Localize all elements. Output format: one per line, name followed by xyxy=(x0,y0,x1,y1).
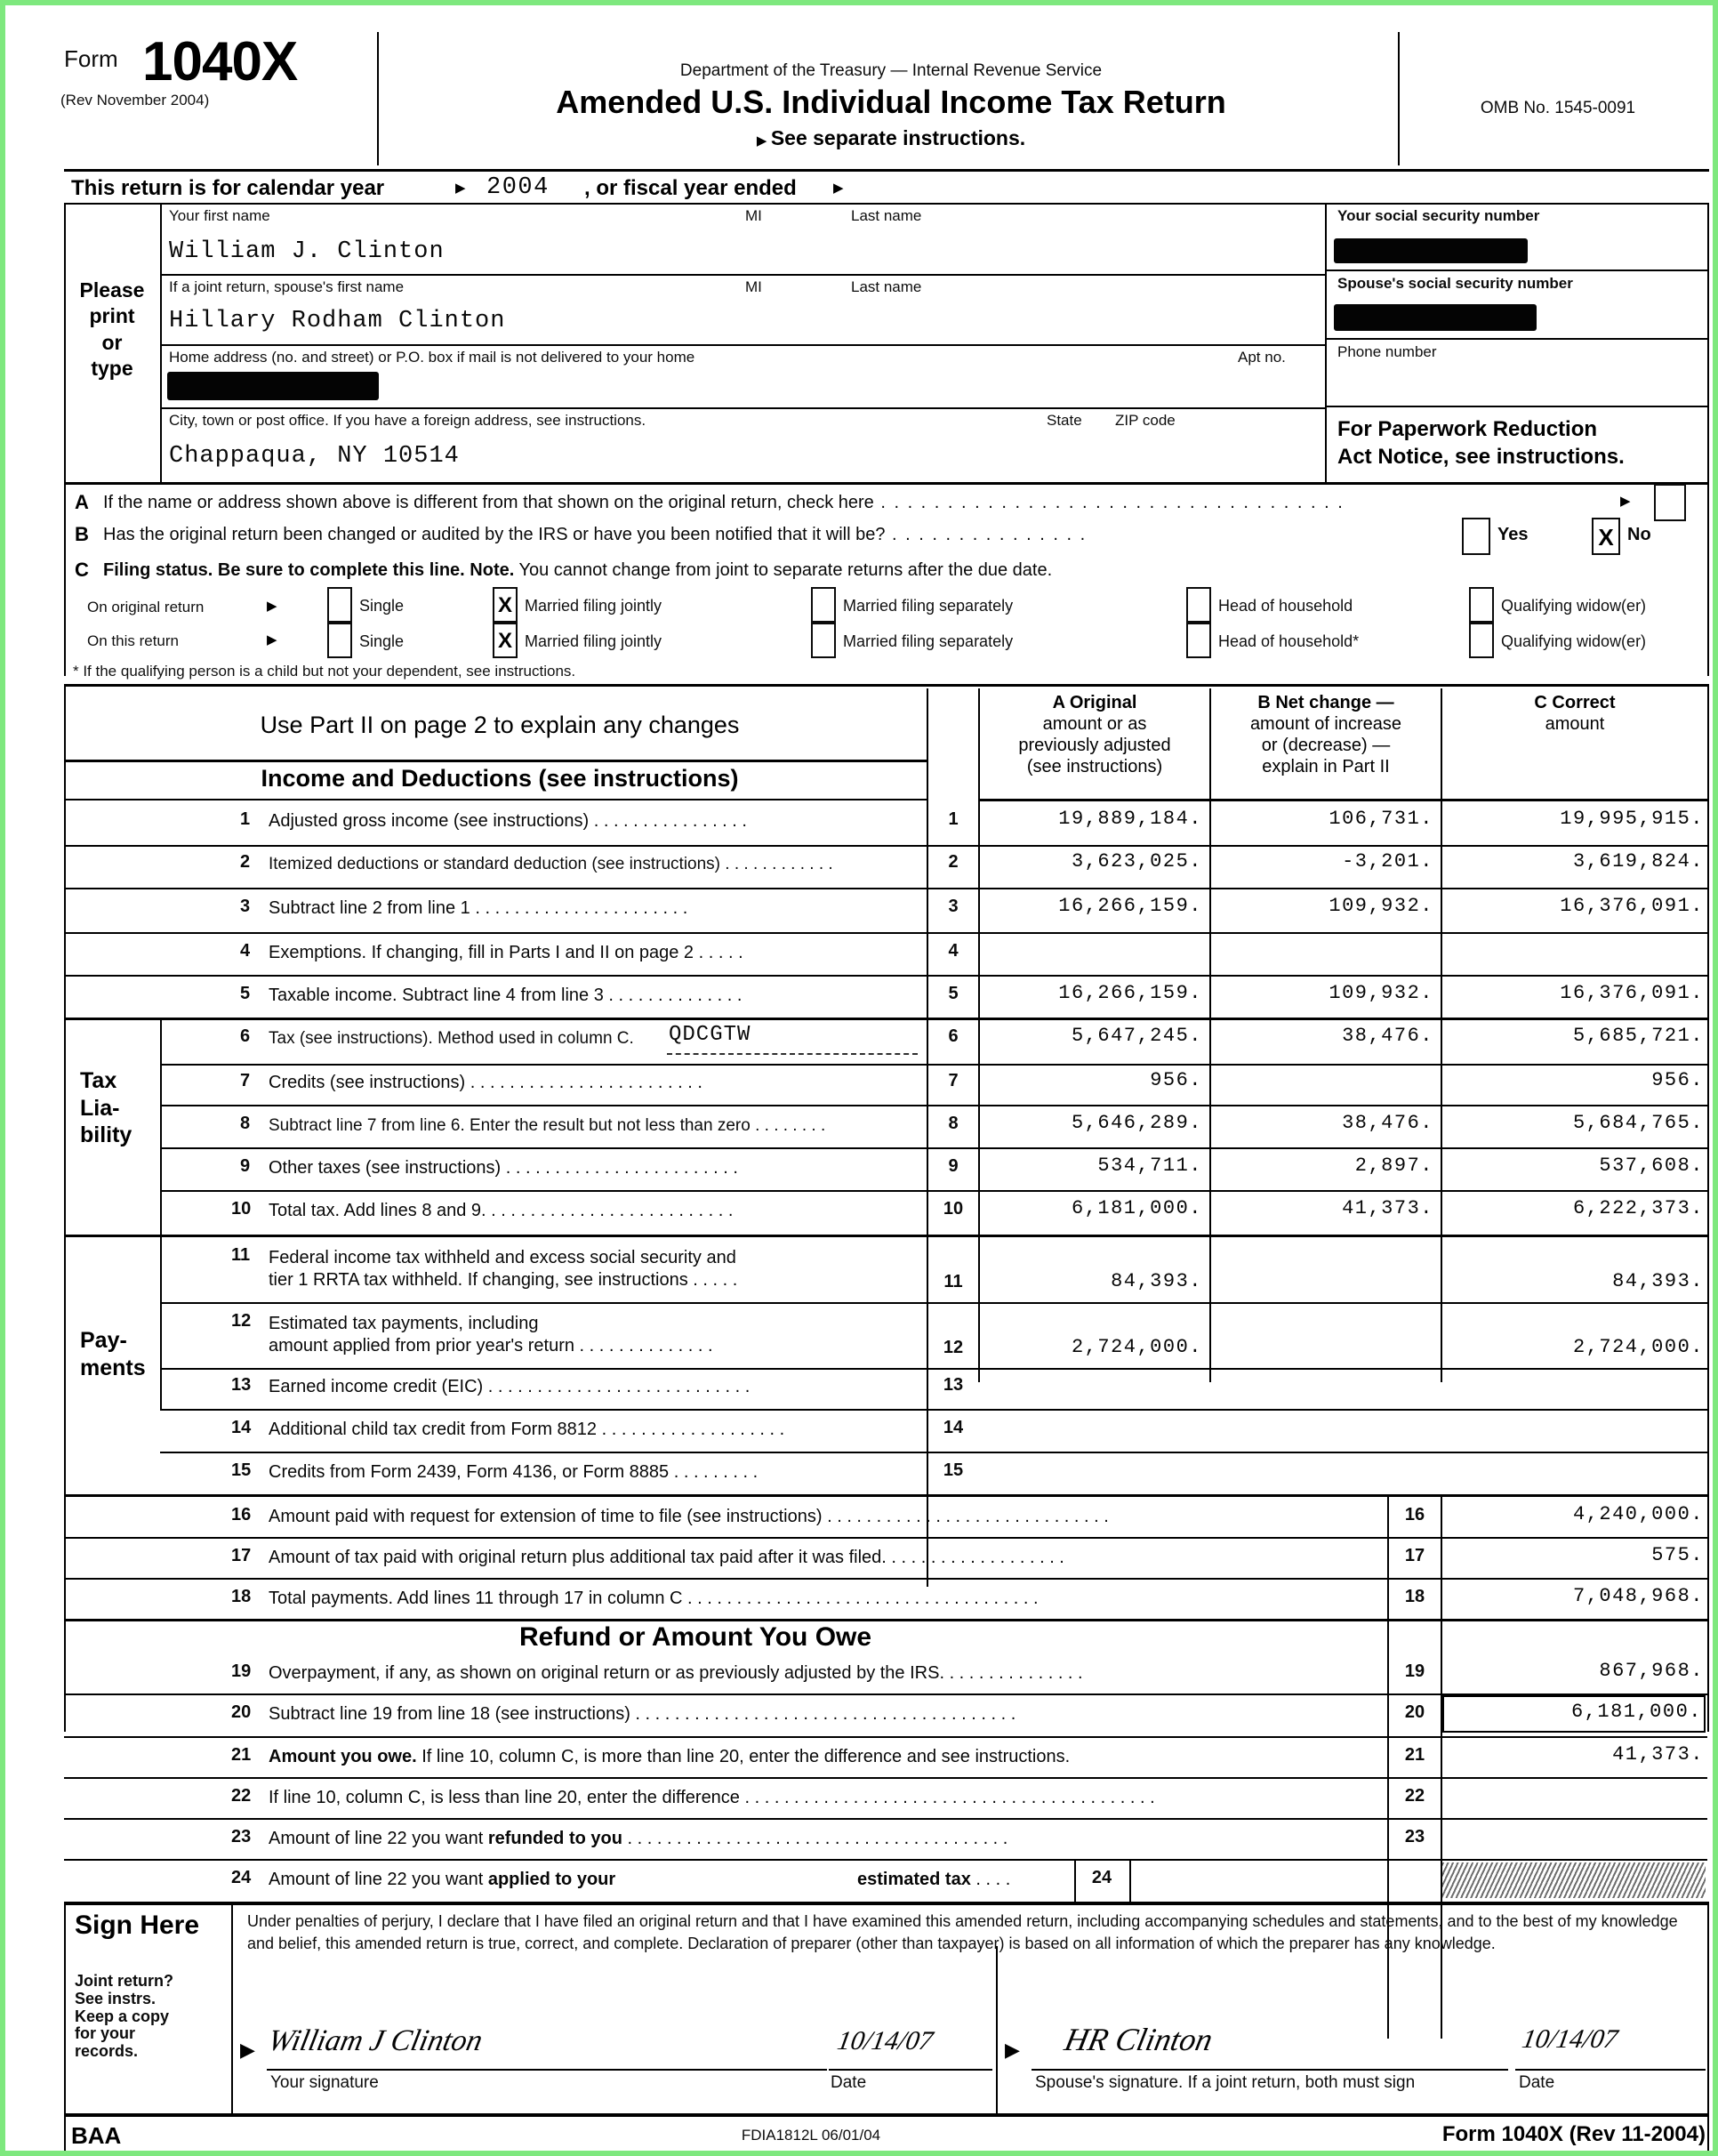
row4-number: 4 xyxy=(240,941,251,961)
calendar-arrow-icon: ▶ xyxy=(455,181,466,196)
scanned-sheet xyxy=(11,11,1718,2156)
taxpayer-signature[interactable]: William J Clinton xyxy=(265,2024,486,2057)
row7-number: 7 xyxy=(240,1071,251,1090)
row15-linebox: 15 xyxy=(943,1460,964,1480)
row22-number: 22 xyxy=(231,1786,252,1806)
ssn-row-rule xyxy=(1325,270,1709,271)
mi-label: MI xyxy=(745,207,762,224)
row3-col-b[interactable]: 109,932. xyxy=(1329,895,1433,917)
row5-col-c[interactable]: 16,376,091. xyxy=(1560,982,1704,1004)
filing-status-original-qw-checkbox[interactable] xyxy=(1469,587,1494,623)
print-block-bottom-rule xyxy=(64,482,1709,485)
row17-top-rule xyxy=(64,1537,1707,1539)
main-table-left-border xyxy=(64,684,66,1732)
question-a-arrow-icon: ▶ xyxy=(1620,494,1631,509)
row8-col-a[interactable]: 5,646,289. xyxy=(1071,1112,1202,1134)
taxpayer-signature-arrow-icon: ▶ xyxy=(240,2039,255,2061)
row13-number: 13 xyxy=(231,1375,252,1395)
row21-linebox: 21 xyxy=(1404,1745,1425,1765)
question-a-checkbox[interactable] xyxy=(1654,484,1686,521)
row12-top-rule xyxy=(160,1302,1707,1304)
filing-status-this-hoh-label: Head of household* xyxy=(1218,632,1360,650)
row8-number: 8 xyxy=(240,1114,251,1133)
refund-top-rule xyxy=(64,1619,1707,1621)
spouse-date-line xyxy=(1515,2069,1706,2071)
row8-col-c[interactable]: 5,684,765. xyxy=(1572,1112,1704,1134)
row10-number: 10 xyxy=(231,1199,252,1219)
spouse-date-value[interactable]: 10/14/07 xyxy=(1520,2024,1620,2054)
col-a-header: A Original amount or as previously adjusted (see instructions) xyxy=(1018,693,1171,776)
form-word: Form xyxy=(64,45,118,72)
payments-top-rule xyxy=(64,1235,1707,1237)
row11-col-c[interactable]: 84,393. xyxy=(1612,1270,1704,1292)
filing-status-this-mfs-checkbox[interactable] xyxy=(811,623,836,658)
header-divider-right xyxy=(1398,32,1400,165)
row18-top-rule xyxy=(64,1578,1707,1580)
row2-number: 2 xyxy=(240,852,251,872)
row20-number: 20 xyxy=(231,1702,252,1722)
row2-top-rule xyxy=(64,845,1707,847)
row8-label: Subtract line 7 from line 6. Enter the result but not less than zero . . . . . . . . xyxy=(269,1117,826,1135)
row12-col-c[interactable]: 2,724,000. xyxy=(1572,1336,1704,1358)
row7-col-c[interactable]: 956. xyxy=(1651,1069,1704,1091)
filing-status-this-qw-checkbox[interactable] xyxy=(1469,623,1494,658)
row10-label: Total tax. Add lines 8 and 9. . . . . . . . . . . . . . . . . . . . . . . . . . xyxy=(269,1201,734,1220)
row24-number: 24 xyxy=(231,1868,252,1887)
filing-status-footnote: * If the qualifying person is a child but not your dependent, see instructions. xyxy=(73,663,576,680)
row10-top-rule xyxy=(160,1190,1707,1192)
sign-center-divider xyxy=(996,1946,998,2115)
row18-linebox: 18 xyxy=(1404,1587,1425,1606)
row14-top-rule xyxy=(160,1409,1707,1411)
row9-linebox: 9 xyxy=(948,1156,959,1176)
row12-linebox: 12 xyxy=(943,1338,964,1357)
row16-number: 16 xyxy=(231,1505,252,1524)
footer-form-id: FDIA1812L 06/01/04 xyxy=(741,2127,881,2144)
header-divider-left xyxy=(377,32,379,165)
question-b-no-label: No xyxy=(1627,525,1651,544)
row6-col-c[interactable]: 5,685,721. xyxy=(1572,1025,1704,1047)
row23-label: Amount of line 22 you want refunded to you . . . . . . . . . . . . . . . . . . . . . . . . . . . . . . . . . . . . . . . xyxy=(269,1829,1008,1848)
taxpayer-date-line xyxy=(829,2069,992,2071)
filing-status-original-mfj-checkbox[interactable]: X xyxy=(493,587,518,623)
row24-box-right-border xyxy=(1129,1861,1131,1902)
row9-col-a[interactable]: 534,711. xyxy=(1097,1154,1202,1177)
question-b-yes-label: Yes xyxy=(1497,525,1529,544)
question-c-text: Filing status. Be sure to complete this line. Note. You cannot change from joint to separate returns after the due date. xyxy=(103,560,1053,580)
main-table-right-border xyxy=(1707,684,1709,1732)
question-c-letter: C xyxy=(75,559,89,581)
calendar-row-rule xyxy=(64,203,1709,205)
question-a-text: If the name or address shown above is different from that shown on the original return, check here . . . . . . . . . . . . . . . . . . . . . . . . . . . . . . . . . . . xyxy=(103,493,1345,512)
row23-linebox: 23 xyxy=(1404,1827,1425,1846)
row2-col-a[interactable]: 3,623,025. xyxy=(1071,850,1202,873)
row3-col-c[interactable]: 16,376,091. xyxy=(1560,895,1704,917)
row21-top-rule xyxy=(64,1736,1707,1738)
row6-col-b[interactable]: 38,476. xyxy=(1342,1025,1433,1047)
perjury-statement: Under penalties of perjury, I declare that I have filed an original return and that I have examined this amended return, including accompanying schedules and statements, and to the best of my knowledge and belief, this amended return is true, correct, and complete. Declaration of preparer (other than taxpayer) is based on all information of which the preparer has any knowledge. xyxy=(247,1912,1678,1952)
row9-label: Other taxes (see instructions) . . . . . . . . . . . . . . . . . . . . . . . . xyxy=(269,1158,738,1178)
spouse-first-name-label: If a joint return, spouse's first name xyxy=(169,278,405,295)
row9-number: 9 xyxy=(240,1156,251,1176)
row9-top-rule xyxy=(160,1147,1707,1149)
row20-label: Subtract line 19 from line 18 (see instructions) . . . . . . . . . . . . . . . . . . . . . . . . . . . . . . . . . . . . . . . xyxy=(269,1704,1016,1724)
tax-liability-side-divider xyxy=(160,1018,162,1409)
row24-shaded-cell xyxy=(1442,1862,1706,1898)
sign-bottom-rule xyxy=(64,2113,1707,2117)
filing-status-original-mfs-checkbox[interactable] xyxy=(811,587,836,623)
sign-here-heading: Sign Here xyxy=(75,1911,200,1940)
row5-label: Taxable income. Subtract line 4 from line 3 . . . . . . . . . . . . . . xyxy=(269,985,743,1005)
preparer-left-border xyxy=(64,2113,66,2156)
fiscal-year-label: , or fiscal year ended xyxy=(584,176,797,200)
row3-linebox: 3 xyxy=(948,897,959,916)
form-number: 1040X xyxy=(142,31,298,93)
row9-col-c[interactable]: 537,608. xyxy=(1599,1154,1704,1177)
row2-col-c[interactable]: 3,619,824. xyxy=(1572,850,1704,873)
filing-status-original-hoh-label: Head of household xyxy=(1218,597,1353,615)
row10-col-c[interactable]: 6,222,373. xyxy=(1572,1197,1704,1219)
form-revision: (Rev November 2004) xyxy=(60,92,210,109)
filing-status-row1-label: On original return xyxy=(87,599,205,615)
filing-status-row1-arrow-icon: ▶ xyxy=(267,599,277,614)
filing-status-original-single-checkbox[interactable] xyxy=(327,587,352,623)
row12-col-a[interactable]: 2,724,000. xyxy=(1071,1336,1202,1358)
filing-status-this-mfj-checkbox[interactable]: X xyxy=(493,623,518,658)
row3-number: 3 xyxy=(240,897,251,916)
row5-linebox: 5 xyxy=(948,984,959,1003)
spouse-signature[interactable]: HR Clinton xyxy=(1061,2022,1216,2057)
taxpayer-name-value[interactable]: William J. Clinton xyxy=(169,238,445,265)
ssn-label: Your social security number xyxy=(1337,207,1540,224)
row23-number: 23 xyxy=(231,1827,252,1846)
first-name-label: Your first name xyxy=(169,207,270,224)
row20-linebox: 20 xyxy=(1404,1702,1425,1722)
zip-label: ZIP code xyxy=(1115,412,1176,429)
footer-form-ref: Form 1040X (Rev 11-2004) xyxy=(1441,2122,1706,2146)
row5-col-b[interactable]: 109,932. xyxy=(1329,982,1433,1004)
paperwork-notice: For Paperwork Reduction Act Notice, see instructions. xyxy=(1337,417,1625,469)
row6-label: Tax (see instructions). Method used in column C. xyxy=(269,1029,634,1048)
taxpayer-date-value[interactable]: 10/14/07 xyxy=(835,2026,935,2055)
row7-top-rule xyxy=(160,1064,1707,1066)
row1-linebox: 1 xyxy=(948,809,959,829)
part2-note: Use Part II on page 2 to explain any changes xyxy=(260,712,740,738)
col-b-left-border xyxy=(1209,688,1211,1382)
col-b-header: B Net change — amount of increase or (decrease) — explain in Part II xyxy=(1249,693,1402,776)
row19-linebox: 19 xyxy=(1404,1661,1425,1681)
phone-number-label: Phone number xyxy=(1337,343,1437,360)
spouse-date-label: Date xyxy=(1519,2073,1555,2092)
row22-top-rule xyxy=(64,1777,1707,1779)
row21-value[interactable]: 41,373. xyxy=(1612,1743,1704,1766)
row13-linebox: 13 xyxy=(943,1375,964,1395)
abc-right-border xyxy=(1707,482,1709,676)
spouse-last-name-label: Last name xyxy=(851,278,922,295)
spouse-ssn-label: Spouse's social security number xyxy=(1337,275,1573,292)
row5-col-a[interactable]: 16,266,159. xyxy=(1058,982,1202,1004)
fiscal-arrow-icon: ▶ xyxy=(833,181,844,196)
row22-label: If line 10, column C, is less than line 20, enter the difference . . . . . . . . . . . . . . . . . . . . . . . . . . . . . . . . . . . . . . . . . . xyxy=(269,1788,1155,1807)
row7-label: Credits (see instructions) . . . . . . . . . . . . . . . . . . . . . . . . xyxy=(269,1073,702,1092)
row19-label: Overpayment, if any, as shown on original return or as previously adjusted by the IRS. . . . . . . . . . . . . . . xyxy=(269,1663,1083,1683)
filing-status-row2-arrow-icon: ▶ xyxy=(267,632,277,648)
question-a-letter: A xyxy=(75,491,89,513)
question-b-yes-checkbox[interactable] xyxy=(1462,518,1490,555)
filing-status-this-single-label: Single xyxy=(359,632,405,650)
spouse-mi-label: MI xyxy=(745,278,762,295)
row15-number: 15 xyxy=(231,1460,252,1480)
filing-status-original-mfs-label: Married filing separately xyxy=(843,597,1014,615)
row20-value[interactable]: 6,181,000. xyxy=(1570,1701,1702,1723)
row13-label: Earned income credit (EIC) . . . . . . . . . . . . . . . . . . . . . . . . . . . xyxy=(269,1377,751,1396)
row2-linebox: 2 xyxy=(948,852,959,872)
row8-col-b[interactable]: 38,476. xyxy=(1342,1112,1433,1134)
row24-estimated-tax-label: estimated tax . . . . xyxy=(857,1870,1011,1889)
row7-col-a[interactable]: 956. xyxy=(1150,1069,1202,1091)
abc-left-border xyxy=(64,482,66,676)
row3-top-rule xyxy=(64,888,1707,889)
col-header-bottom-rule xyxy=(978,799,1707,801)
print-block-right-border xyxy=(1707,203,1709,483)
row21-label: Amount you owe. If line 10, column C, is more than line 20, enter the difference and see instructions. xyxy=(269,1747,1071,1766)
last-name-label: Last name xyxy=(851,207,922,224)
row1-number: 1 xyxy=(240,809,251,829)
filing-status-original-mfj-label: Married filing jointly xyxy=(525,597,662,615)
sign-side-divider xyxy=(231,1902,233,2115)
row14-number: 14 xyxy=(231,1418,252,1437)
calendar-year-value: 2004 xyxy=(486,174,550,201)
filing-status-this-qw-label: Qualifying widow(er) xyxy=(1501,632,1647,650)
row9-col-b[interactable]: 2,897. xyxy=(1354,1154,1433,1177)
filing-status-original-qw-label: Qualifying widow(er) xyxy=(1501,597,1647,615)
filing-status-original-single-label: Single xyxy=(359,597,405,615)
filing-status-this-mfj-label: Married filing jointly xyxy=(525,632,662,650)
filing-status-original-hoh-checkbox[interactable] xyxy=(1186,587,1211,623)
department-label: Department of the Treasury — Internal Revenue Service xyxy=(679,61,1103,80)
row10-col-a[interactable]: 6,181,000. xyxy=(1071,1197,1202,1219)
row18-label: Total payments. Add lines 11 through 17 in column C . . . . . . . . . . . . . . . . . . . . . . . . . . . . . . . . . . . . xyxy=(269,1589,1039,1608)
row5-number: 5 xyxy=(240,984,251,1003)
row11-label: Federal income tax withheld and excess social security and tier 1 RRTA tax withheld. If changing, see instructions . . . . . xyxy=(269,1248,738,1291)
row6-col-a[interactable]: 5,647,245. xyxy=(1071,1025,1202,1047)
row2-label: Itemized deductions or standard deduction (see instructions) . . . . . . . . . . . . xyxy=(269,856,833,873)
row8-top-rule xyxy=(160,1105,1707,1106)
income-deductions-section-title: Income and Deductions (see instructions) xyxy=(261,765,739,792)
col-c-header: C Correct amount xyxy=(1534,693,1616,734)
row6-linebox: 6 xyxy=(948,1026,959,1046)
row19-value[interactable]: 867,968. xyxy=(1599,1660,1704,1682)
filing-status-row2-label: On this return xyxy=(87,632,179,649)
preparer-right-border xyxy=(1707,2113,1709,2156)
row1-col-c[interactable]: 19,995,915. xyxy=(1560,808,1704,830)
row7-linebox: 7 xyxy=(948,1071,959,1090)
row1-col-b[interactable]: 106,731. xyxy=(1329,808,1433,830)
row11-linebox: 11 xyxy=(943,1272,963,1291)
row6-method-underline xyxy=(667,1053,918,1055)
spouse-ssn-row-rule xyxy=(1325,338,1709,340)
row5-top-rule xyxy=(64,975,1707,977)
taxpayer-signature-label: Your signature xyxy=(270,2073,379,2092)
row15-label: Credits from Form 2439, Form 4136, or Form 8885 . . . . . . . . . xyxy=(269,1462,759,1482)
filing-status-this-mfs-label: Married filing separately xyxy=(843,632,1014,650)
please-print-side-label: Please print or type xyxy=(79,278,145,381)
ssn-redaction xyxy=(1334,238,1528,263)
row17-label: Amount of tax paid with original return plus additional tax paid after it was filed. . . . . . . . . . . . . . . . . . . xyxy=(269,1548,1064,1567)
question-b-text: Has the original return been changed or audited by the IRS or have you been notified that it will be? . . . . . . . . . . . . . . . xyxy=(103,525,1088,544)
row1-top-rule xyxy=(64,799,928,800)
question-b-no-checkbox[interactable]: X xyxy=(1592,518,1620,555)
right-arrow-icon: ▶ xyxy=(756,133,767,149)
print-block-side-divider xyxy=(160,203,162,483)
home-address-label: Home address (no. and street) or P.O. box if mail is not delivered to your home xyxy=(169,349,695,366)
col-a-left-border xyxy=(978,688,980,1382)
row14-linebox: 14 xyxy=(943,1418,964,1437)
abc-bottom-rule xyxy=(64,684,1709,687)
row10-col-b[interactable]: 41,373. xyxy=(1342,1197,1433,1219)
part2-note-rule xyxy=(64,760,928,762)
filing-status-this-hoh-checkbox[interactable] xyxy=(1186,623,1211,658)
row17-value[interactable]: 575. xyxy=(1651,1544,1704,1566)
row18-number: 18 xyxy=(231,1587,252,1606)
wide-linenum-left-border xyxy=(1387,1494,1389,2039)
row17-linebox: 17 xyxy=(1404,1546,1425,1565)
row4-top-rule xyxy=(64,932,1707,934)
taxpayer-signature-line xyxy=(267,2069,827,2071)
city-value[interactable]: Chappaqua, NY 10514 xyxy=(169,443,460,470)
row4-linebox: 4 xyxy=(948,941,959,961)
row16-label: Amount paid with request for extension of time to file (see instructions) . . . . . . . . . . . . . . . . . . . . . . . . . . . . . xyxy=(269,1507,1109,1526)
row1-label: Adjusted gross income (see instructions) . . . . . . . . . . . . . . . . xyxy=(269,811,747,831)
sign-right-border xyxy=(1707,1902,1709,2115)
row1-col-a[interactable]: 19,889,184. xyxy=(1058,808,1202,830)
apt-no-label: Apt no. xyxy=(1238,349,1286,366)
footer-baa: BAA xyxy=(71,2122,122,2149)
omb-number: OMB No. 1545-0091 xyxy=(1480,99,1636,117)
see-instructions-note: ▶ See separate instructions. xyxy=(756,126,1026,149)
row11-col-a[interactable]: 84,393. xyxy=(1111,1270,1202,1292)
tax-liability-top-rule xyxy=(64,1018,1707,1020)
row12-label: Estimated tax payments, including amount applied from prior year's return . . . . . . . . . . . . . . xyxy=(269,1314,713,1356)
payments-side-label: Pay- ments xyxy=(80,1328,146,1380)
row14-label: Additional child tax credit from Form 8812 . . . . . . . . . . . . . . . . . . . xyxy=(269,1420,785,1439)
row10-linebox: 10 xyxy=(943,1199,964,1219)
address-row-rule xyxy=(160,407,1327,409)
sign-left-border xyxy=(64,1902,66,2115)
taxpayer-date-label: Date xyxy=(831,2073,867,2092)
phone-row-rule xyxy=(1325,406,1709,407)
spouse-signature-label: Spouse's signature. If a joint return, both must sign xyxy=(1035,2073,1416,2092)
question-b-letter: B xyxy=(75,523,89,545)
row24-linebox: 24 xyxy=(1091,1868,1112,1887)
row21-number: 21 xyxy=(231,1745,252,1765)
col-c-left-border xyxy=(1441,688,1442,1382)
print-block-ssn-divider xyxy=(1325,203,1327,483)
row3-label: Subtract line 2 from line 1 . . . . . . . . . . . . . . . . . . . . . . xyxy=(269,898,688,918)
row6-number: 6 xyxy=(240,1026,251,1046)
row11-number: 11 xyxy=(231,1245,251,1265)
row24-box-left-border xyxy=(1074,1861,1076,1902)
row4-label: Exemptions. If changing, fill in Parts I and II on page 2 . . . . . xyxy=(269,943,743,962)
row17-number: 17 xyxy=(231,1546,252,1565)
row24-top-rule xyxy=(64,1859,1707,1861)
city-label: City, town or post office. If you have a foreign address, see instructions. xyxy=(169,412,646,429)
state-label: State xyxy=(1047,412,1082,429)
page-title: Amended U.S. Individual Income Tax Return xyxy=(556,84,1226,120)
wide-value-left-border xyxy=(1441,1494,1442,2039)
row24-label: Amount of line 22 you want applied to your xyxy=(269,1870,616,1889)
refund-bottom-rule xyxy=(64,1902,1707,1905)
row22-linebox: 22 xyxy=(1404,1786,1425,1806)
spouse-ssn-redaction xyxy=(1334,304,1537,331)
home-address-redaction xyxy=(167,372,379,400)
row18-value[interactable]: 7,048,968. xyxy=(1572,1585,1704,1607)
row15-top-rule xyxy=(160,1452,1707,1453)
row12-number: 12 xyxy=(231,1311,252,1331)
spouse-signature-arrow-icon: ▶ xyxy=(1005,2039,1020,2061)
row6-method-value[interactable]: QDCGTW xyxy=(669,1023,751,1047)
refund-section-title: Refund or Amount You Owe xyxy=(518,1622,872,1652)
wide-rows-top-rule xyxy=(64,1494,1707,1497)
row3-col-a[interactable]: 16,266,159. xyxy=(1058,895,1202,917)
spouse-signature-line xyxy=(1032,2069,1508,2071)
row8-linebox: 8 xyxy=(948,1114,959,1133)
tax-liability-side-label: Tax Lia- bility xyxy=(80,1068,132,1147)
row19-number: 19 xyxy=(231,1661,252,1681)
row2-col-b[interactable]: -3,201. xyxy=(1342,850,1433,873)
spouse-row-rule xyxy=(160,344,1327,346)
calendar-year-label: This return is for calendar year xyxy=(71,176,385,200)
filing-status-this-single-checkbox[interactable] xyxy=(327,623,352,658)
row16-linebox: 16 xyxy=(1404,1505,1425,1524)
row16-value[interactable]: 4,240,000. xyxy=(1572,1503,1704,1525)
header-bottom-rule xyxy=(64,169,1709,172)
sign-side-notes: Joint return? See instrs. Keep a copy for your records. xyxy=(75,1972,173,2061)
name-row-rule xyxy=(160,274,1327,276)
row23-top-rule xyxy=(64,1818,1707,1820)
spouse-name-value[interactable]: Hillary Rodham Clinton xyxy=(169,308,506,334)
row13-top-rule xyxy=(160,1368,1707,1370)
